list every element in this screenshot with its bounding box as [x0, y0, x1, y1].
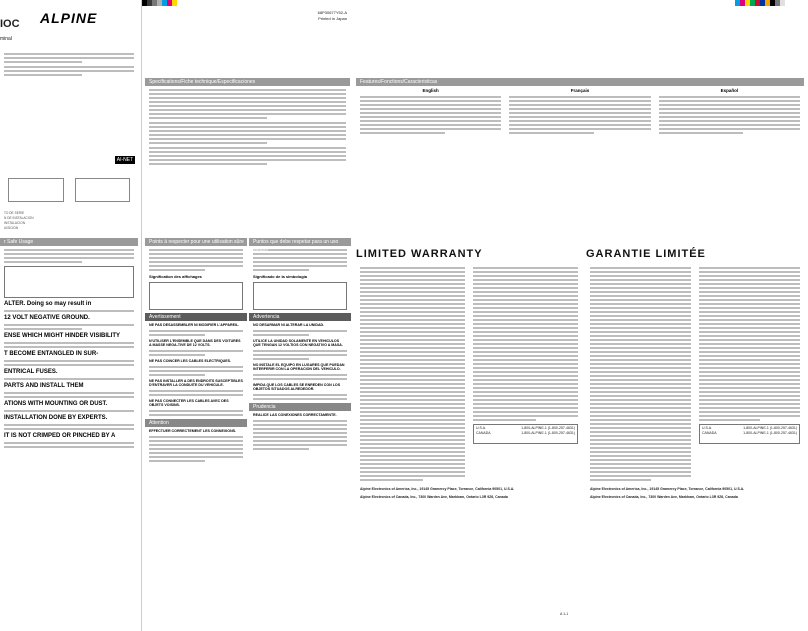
important-box-1 [8, 178, 64, 202]
fill-label: TO DE SERIE [4, 211, 25, 215]
warning-item: UTILICE LA UNIDAD SOLAMENTE EN VEHICULOS QUE TENGAN 12 VOLTIOS CON NEGATIVO A MASA. [253, 339, 343, 347]
features-section [356, 78, 804, 137]
warning-item: EFFECTUER CORRECTEMENT LES CONNEXIONS. [149, 429, 237, 433]
lang-label: Español [720, 88, 739, 93]
symbol-box [4, 266, 134, 298]
address-en: Alpine Electronics of America, Inc., 19145 Gramercy Place, Torrance, California 90501, U.S.A. [360, 487, 515, 491]
address-ca: Alpine Electronics of Canada, Inc., 7300 Warden Ave, Markham, Ontario L3R 9Z6, Canada [360, 495, 508, 499]
warning-item: NO DESARMAR NI ALTERAR LA UNIDAD. [253, 323, 325, 327]
phone-number: 1-800-ALPINE-1 (1-800-257-4631) [521, 431, 575, 435]
english-warranty [356, 248, 582, 500]
spec-section [145, 78, 350, 168]
left-panel [0, 0, 140, 631]
phone-box-fr [699, 424, 800, 444]
usa-label: U.S.A. [702, 426, 713, 430]
warning-item: PARTS AND INSTALL THEM [4, 383, 84, 389]
warranty-title-fr: GARANTIE LIMITÉE [586, 248, 706, 260]
color-registration-bar [142, 0, 177, 6]
warning-item: T BECOME ENTANGLED IN SUR- [4, 351, 99, 357]
features-title-bar: Features/Fonctions/Caracteristicas [356, 78, 804, 86]
warning-item: NE PAS DESASSEMBLER NI MODIFIER L'APPAREIL. [149, 323, 240, 327]
address-en: Alpine Electronics of America, Inc., 19145 Gramercy Place, Torrance, California 90501, U.S.A. [590, 487, 745, 491]
usa-label: U.S.A. [476, 426, 487, 430]
model-number: IOC [0, 18, 20, 30]
printed-in: Printed in Japan [318, 16, 347, 21]
avertissement-bar: Avertissement [145, 313, 247, 321]
attention-bar: Attention [145, 419, 247, 427]
spec-panel [141, 0, 353, 631]
warning-item: 12 VOLT NEGATIVE GROUND. [4, 315, 90, 321]
important-box-2 [75, 178, 131, 202]
warning-item: NE PAS COINCER LES CABLES ELECTRIQUES. [149, 359, 231, 363]
phone-box-en [473, 424, 578, 444]
lang-label: Français [570, 88, 590, 93]
canada-label: CANADA [476, 431, 491, 435]
features-english [356, 86, 505, 137]
warranty-title-en: LIMITED WARRANTY [356, 248, 483, 260]
warning-item: INSTALLATION DONE BY EXPERTS. [4, 415, 108, 421]
fill-label: N DE INSTALACION [4, 216, 34, 220]
warning-item: ALTER. Doing so may result in [4, 301, 92, 307]
alpine-logo: ALPINE [40, 10, 98, 26]
safe-usage-bar: r Safe Usage [0, 238, 138, 246]
french-warranty [586, 248, 804, 500]
intro-lines [0, 50, 138, 79]
phone-number: 1-800-ALPINE-1 (1-800-257-4631) [743, 426, 797, 430]
advertencia-bar: Advertencia [249, 313, 351, 321]
warning-item: REALICE LAS CONEXIONES CORRECTAMENTE. [253, 413, 337, 417]
warning-item: ATIONS WITH MOUNTING OR DUST. [4, 401, 108, 407]
warning-item: IMPIDA QUE LOS CABLES SE ENREDEN CON LOS OBJETOS SITUADOS ALREDEDOR. [253, 383, 341, 391]
features-french [505, 86, 654, 137]
ai-net-badge: AI-NET [116, 157, 134, 163]
address-ca: Alpine Electronics of Canada, Inc., 7300 Warden Ave, Markham, Ontario L3R 9Z6, Canada [590, 495, 738, 499]
signification-label: Signification des affichages [149, 274, 202, 279]
phone-number: 1-800-ALPINE-1 (1-800-257-4631) [743, 431, 797, 435]
fill-label: UISICION [4, 226, 19, 230]
warning-item: NE PAS CONNECTER LES CABLES AVEC DES OBJETS VOISINS. [149, 399, 229, 407]
symbol-box [253, 282, 347, 310]
significado-label: Significado de la simbología [253, 274, 308, 279]
footer-code: A 1-1 [560, 612, 569, 616]
spanish-safety [249, 238, 351, 453]
french-safety [145, 238, 247, 465]
warning-item: IT IS NOT CRIMPED OR PINCHED BY A [4, 433, 116, 439]
spanish-safety-bar: Puntos que debe respetar para un uso seguro [249, 238, 351, 246]
spec-title-bar: Specifications/Fiche technique/Especificaciones [145, 78, 350, 86]
part-number: 68P30677Y52-A [317, 10, 347, 15]
french-safety-bar: Points à respecter pour une utilisation sûre [145, 238, 247, 246]
warning-item: ENTRICAL FUSES. [4, 369, 58, 375]
color-registration-bar-right [735, 0, 785, 6]
important-boxes [0, 176, 138, 204]
prudencia-bar: Prudencia [249, 403, 351, 411]
fill-label: INSTALACION [4, 221, 26, 225]
safe-usage-section [0, 238, 138, 451]
warning-item: ENSE WHICH MIGHT HINDER VISIBILITY [4, 333, 121, 339]
manual-subtitle: minal [0, 36, 12, 42]
lang-label: English [422, 88, 439, 93]
warning-item: N'UTILISER L'ENSEMBLE QUE DANS DES VOITURES A MASSE NEGA-TIVE DE 12 VOLTS. [149, 339, 241, 347]
symbol-box [149, 282, 243, 310]
warning-item: NO INSTALE EL EQUIPO EN LUGARES QUE PUEDAN INTERFERIR CON LA OPERACION DEL VEHICULO. [253, 363, 345, 371]
fill-in-fields [0, 210, 138, 231]
features-spanish [655, 86, 804, 137]
warning-item: NE PAS INSTALLER A DES ENDROITS SUSCEPTIBLES D'ENTRAVER LA CONDUITE DU VEHICULE. [149, 379, 243, 387]
canada-label: CANADA [702, 431, 717, 435]
phone-number: 1-800-ALPINE-1 (1-800-257-4631) [521, 426, 575, 430]
